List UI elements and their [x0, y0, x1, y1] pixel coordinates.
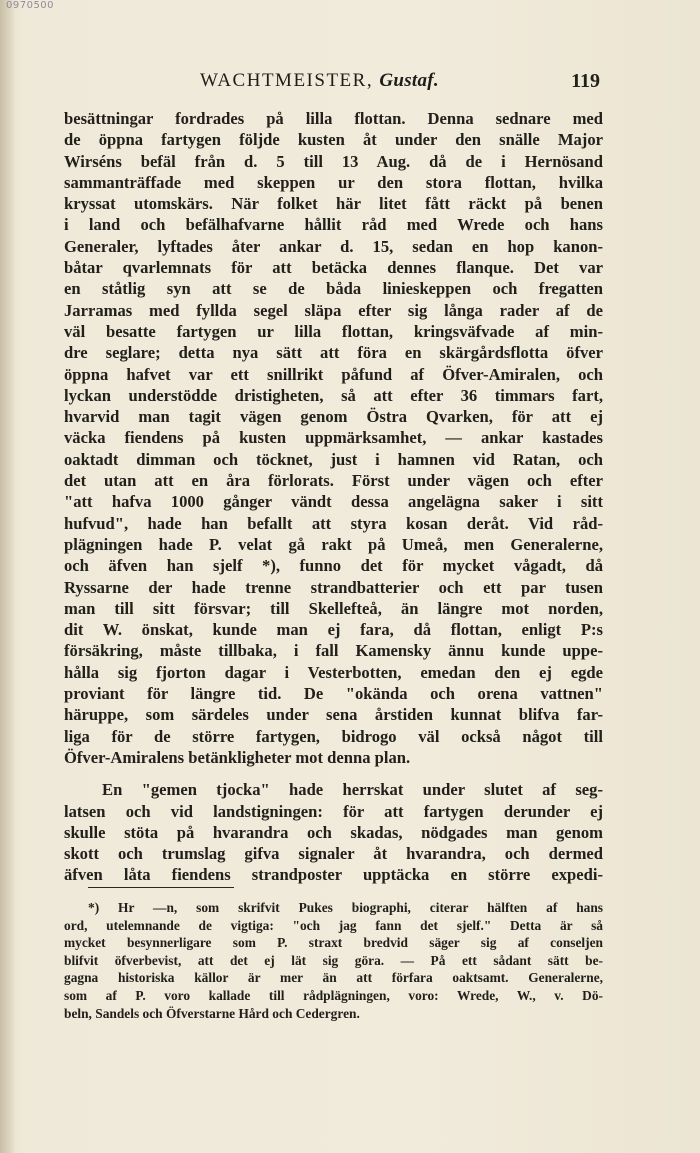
text-line: och äfven han sjelf *), funno det för mycket vågadt, då — [64, 556, 603, 576]
text-line: väl besatte fartygen ur lilla flottan, kringsväfvade af min- — [64, 321, 603, 341]
running-title-author: Gustaf. — [379, 70, 439, 91]
text-line: lyckan understödde dristigheten, så att efter 36 timmars fart, — [64, 385, 603, 405]
footnote-line: som af P. voro kallade till rådplägningen, voro: Wrede, W., v. Dö- — [64, 987, 603, 1003]
page-number: 119 — [571, 70, 600, 92]
text-line: oaktadt dimman och töcknet, just i hamnen vid Ratan, och — [64, 449, 603, 469]
footnote-divider — [88, 887, 234, 888]
text-line: latsen och vid landstigningen: för att fartygen derunder ej — [64, 801, 603, 821]
text-line: "att hafva 1000 gånger vändt dessa angelägna saker i sitt — [64, 492, 603, 512]
text-line: väcka fiendens på kusten uppmärksamhet, — ankar kastades — [64, 428, 603, 448]
footnote — [64, 899, 603, 1022]
paragraph-gap — [64, 768, 603, 779]
text-line: skott och trumslag gifva signaler åt hvarandra, och dermed — [64, 844, 603, 864]
text-line: dit W. önskat, kunde man ej fara, då flottan, enligt P:s — [64, 620, 603, 640]
footnote-line: blifvit öfverbevist, att det ej lät sig göra. — På ett sådant sätt be- — [64, 952, 603, 968]
text-line: hufvud", hade han befallt att styra kosan deråt. Vid råd- — [64, 513, 603, 533]
text-line: man till sitt försvar; till Skellefteå, än längre mot norden, — [64, 598, 603, 618]
text-line: hålla sig fjorton dagar i Vesterbotten, emedan den ej egde — [64, 662, 603, 682]
page-binding-edge — [0, 0, 14, 1153]
text-line: Generaler, lyftades åter ankar d. 15, sedan en hop kanon- — [64, 236, 603, 256]
text-line: Wirséns befäl från d. 5 till 13 Aug. då de i Hernösand — [64, 151, 603, 171]
body-text — [64, 108, 603, 886]
paragraph-2 — [64, 779, 603, 885]
text-line: äfven låta fiendens strandposter upptäcka en större expedi- — [64, 865, 603, 885]
library-stamp: 0970500 — [6, 0, 55, 11]
footnote-line: ord, utelemnande de vigtiga: "och jag fann det sjelf." Detta är så — [64, 917, 603, 933]
text-line: häruppe, som särdeles under sena årstiden kunnat blifva far- — [64, 705, 603, 725]
text-line: kryssat utomskärs. När folket här litet fått räckt på benen — [64, 194, 603, 214]
footnote-line: *) Hr —n, som skrifvit Pukes biographi, citerar hälften af hans — [88, 900, 603, 915]
running-title-name: WACHTMEISTER, — [200, 70, 374, 91]
text-line: proviant för längre tid. De "okända och orena vattnen" — [64, 684, 603, 704]
text-line: En "gemen tjocka" hade herrskat under slutet af seg- — [102, 780, 603, 800]
footnote-line: gagna historiska källor är mer än att förfara oaktsamt. Generalerne, — [64, 970, 603, 986]
text-line: en ståtlig syn att se de båda linieskeppen och fregatten — [64, 279, 603, 299]
text-line: i land och befälhafvarne hållit råd med Wrede och hans — [64, 215, 603, 235]
text-line: det utan att en åra förlorats. Först under vägen och efter — [64, 471, 603, 491]
footnote-line: beln, Sandels och Öfverstarne Hård och Cedergren. — [64, 1005, 360, 1021]
text-line: besättningar fordrades på lilla flottan. Denna sednare med — [64, 109, 603, 128]
running-title — [200, 70, 439, 92]
paragraph-1 — [64, 108, 603, 768]
text-line: dre seglare; detta nya sätt att föra en skärgårdsflotta öfver — [64, 343, 603, 363]
text-line: skulle stöta på hvarandra och skadas, nödgades man genom — [64, 822, 603, 842]
text-line: sammanträffade med skeppen ur den stora flottan, hvilka — [64, 172, 603, 192]
text-line: Jarramas med fyllda segel släpa efter sig långa rader af de — [64, 300, 603, 320]
page-header — [60, 70, 640, 96]
text-line: båtar qvarlemnats för att betäcka dennes flanque. Det var — [64, 258, 603, 278]
text-line: liga för de större fartygen, bidrogo väl också något till — [64, 726, 603, 746]
text-line: öppna hafvet var ett snillrikt påfund af Öfver-Amiralen, och — [64, 364, 603, 384]
text-line: Öfver-Amiralens betänkligheter mot denna plan. — [64, 747, 411, 767]
text-line: hvarvid man tagit vägen genom Östra Qvarken, för att ej — [64, 407, 603, 427]
text-line: de öppna fartygen följde kusten åt under den snälle Major — [64, 130, 603, 150]
footnote-line: mycket besynnerligare som P. straxt bredvid säger sig af conseljen — [64, 935, 603, 951]
text-line: plägningen hade P. velat gå rakt på Umeå, men Generalerne, — [64, 534, 603, 554]
text-line: försäkring, måste tillbaka, i fall Kamensky ännu kunde uppe- — [64, 641, 603, 661]
text-line: Ryssarne der hade trenne strandbatterier och ett par tusen — [64, 577, 603, 597]
